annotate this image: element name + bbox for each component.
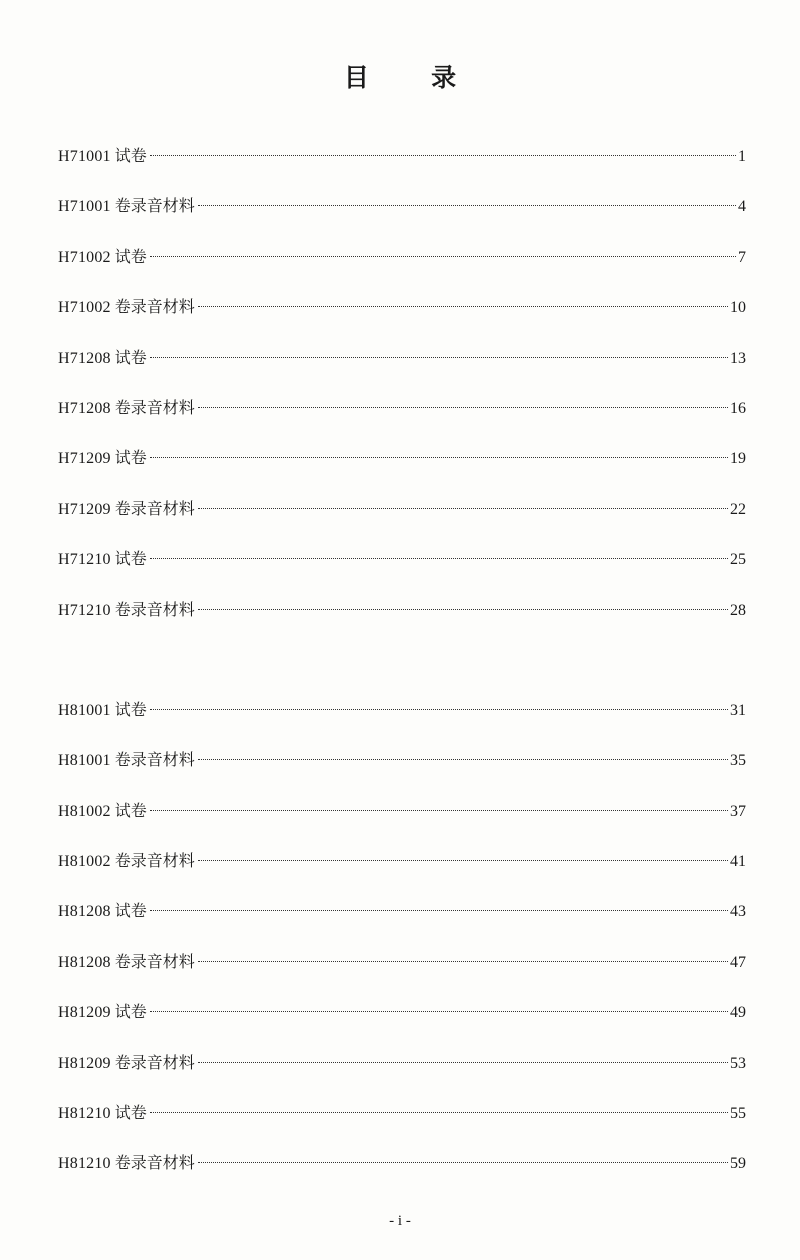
toc-entry-page-number: 13 (730, 349, 746, 367)
toc-entry-code: H71001 (58, 148, 111, 165)
toc-entry-title: 试卷 (114, 349, 147, 367)
dot-leader (198, 759, 728, 760)
toc-entry-code: H71209 (58, 500, 111, 518)
dot-leader (150, 1011, 728, 1012)
toc-entry-title: 试卷 (114, 903, 147, 921)
toc-entry[interactable] (58, 848, 746, 898)
toc-entry-title: 试卷 (114, 450, 147, 468)
toc-entry[interactable] (58, 496, 746, 546)
toc-entry[interactable] (58, 697, 746, 747)
dot-leader (198, 1162, 728, 1163)
dot-leader (150, 709, 728, 710)
toc-entry-code: H81209 (58, 1054, 111, 1072)
toc-entry[interactable] (58, 345, 746, 395)
toc-entry-page-number: 28 (730, 601, 746, 619)
toc-entry-title: 卷录音材料 (114, 198, 195, 216)
toc-entry-page-number: 16 (730, 399, 746, 417)
toc-entry[interactable] (58, 294, 746, 344)
dot-leader (198, 508, 728, 509)
toc-entry-code: H81208 (58, 903, 111, 921)
toc-entry-code: H71210 (58, 601, 111, 619)
toc-entry-page-number: 43 (730, 903, 746, 921)
toc-entry-title: 卷录音材料 (114, 1054, 195, 1072)
dot-leader (150, 1112, 728, 1113)
toc-entry-code: H71002 (58, 299, 111, 317)
toc-entry-page-number: 41 (730, 853, 746, 871)
toc-entry-title: 卷录音材料 (114, 601, 195, 619)
toc-entry-title: 试卷 (114, 1004, 147, 1022)
toc-entry[interactable] (58, 143, 746, 193)
dot-leader (198, 609, 728, 610)
toc-entry-page-number: 1 (738, 148, 746, 165)
toc-entry[interactable] (58, 1050, 746, 1100)
toc-entry[interactable] (58, 798, 746, 848)
section-gap (58, 647, 746, 697)
toc-entry-title: 卷录音材料 (114, 299, 195, 317)
toc-entry[interactable] (58, 395, 746, 445)
dot-leader (150, 910, 728, 911)
toc-entry-title: 卷录音材料 (114, 953, 195, 971)
toc-entry-page-number: 55 (730, 1105, 746, 1123)
toc-entry-title: 试卷 (114, 701, 147, 719)
toc-entry-code: H71002 (58, 248, 111, 266)
toc-entry[interactable] (58, 1100, 746, 1150)
toc-entry-page-number: 22 (730, 500, 746, 518)
toc-entry-title: 试卷 (114, 148, 147, 165)
toc-entry-code: H81002 (58, 802, 111, 820)
dot-leader (198, 1062, 728, 1063)
toc-entry[interactable] (58, 244, 746, 294)
toc-entry-code: H71208 (58, 399, 111, 417)
dot-leader (150, 155, 736, 156)
toc-entry-code: H81002 (58, 853, 111, 871)
toc-entry-page-number: 37 (730, 802, 746, 820)
dot-leader (198, 205, 736, 206)
dot-leader (150, 357, 728, 358)
table-of-contents (58, 143, 746, 1201)
toc-entry-title: 卷录音材料 (114, 752, 195, 770)
toc-entry-page-number: 35 (730, 752, 746, 770)
toc-entry-code: H81001 (58, 752, 111, 770)
dot-leader (150, 558, 728, 559)
toc-entry-code: H81208 (58, 953, 111, 971)
toc-entry-page-number: 47 (730, 953, 746, 971)
toc-entry-code: H71209 (58, 450, 111, 468)
toc-entry-title: 卷录音材料 (114, 500, 195, 518)
toc-entry-code: H71208 (58, 349, 111, 367)
toc-entry-title: 卷录音材料 (114, 1155, 195, 1173)
toc-entry-page-number: 19 (730, 450, 746, 468)
dot-leader (198, 306, 728, 307)
toc-entry-title: 试卷 (114, 248, 147, 266)
toc-entry-code: H71001 (58, 198, 111, 216)
page-number-footer: - i - (389, 1213, 411, 1229)
dot-leader (150, 256, 736, 257)
toc-entry[interactable] (58, 546, 746, 596)
toc-entry-page-number: 59 (730, 1155, 746, 1173)
toc-entry-page-number: 31 (730, 701, 746, 719)
dot-leader (198, 961, 728, 962)
toc-entry-page-number: 25 (730, 551, 746, 569)
toc-entry-code: H81210 (58, 1105, 111, 1123)
toc-entry-code: H81209 (58, 1004, 111, 1022)
toc-entry-page-number: 4 (738, 198, 746, 216)
toc-entry-title: 卷录音材料 (114, 399, 195, 417)
toc-entry-title: 卷录音材料 (114, 853, 195, 871)
dot-leader (150, 457, 728, 458)
toc-entry[interactable] (58, 193, 746, 243)
toc-entry-code: H81210 (58, 1155, 111, 1173)
toc-entry-title: 试卷 (114, 802, 147, 820)
toc-entry[interactable] (58, 597, 746, 647)
toc-entry[interactable] (58, 999, 746, 1049)
toc-entry[interactable] (58, 949, 746, 999)
dot-leader (150, 810, 728, 811)
dot-leader (198, 407, 728, 408)
page-title: 目 录 (343, 65, 485, 92)
toc-entry-page-number: 10 (730, 299, 746, 317)
toc-entry-page-number: 49 (730, 1004, 746, 1022)
toc-entry-page-number: 7 (738, 248, 746, 266)
toc-entry-title: 试卷 (114, 1105, 147, 1123)
toc-entry-title: 试卷 (114, 551, 147, 569)
toc-entry[interactable] (58, 747, 746, 797)
dot-leader (198, 860, 728, 861)
toc-entry[interactable] (58, 898, 746, 948)
toc-entry[interactable] (58, 1150, 746, 1200)
toc-entry[interactable] (58, 445, 746, 495)
toc-entry-code: H81001 (58, 701, 111, 719)
toc-entry-code: H71210 (58, 551, 111, 569)
toc-entry-page-number: 53 (730, 1054, 746, 1072)
